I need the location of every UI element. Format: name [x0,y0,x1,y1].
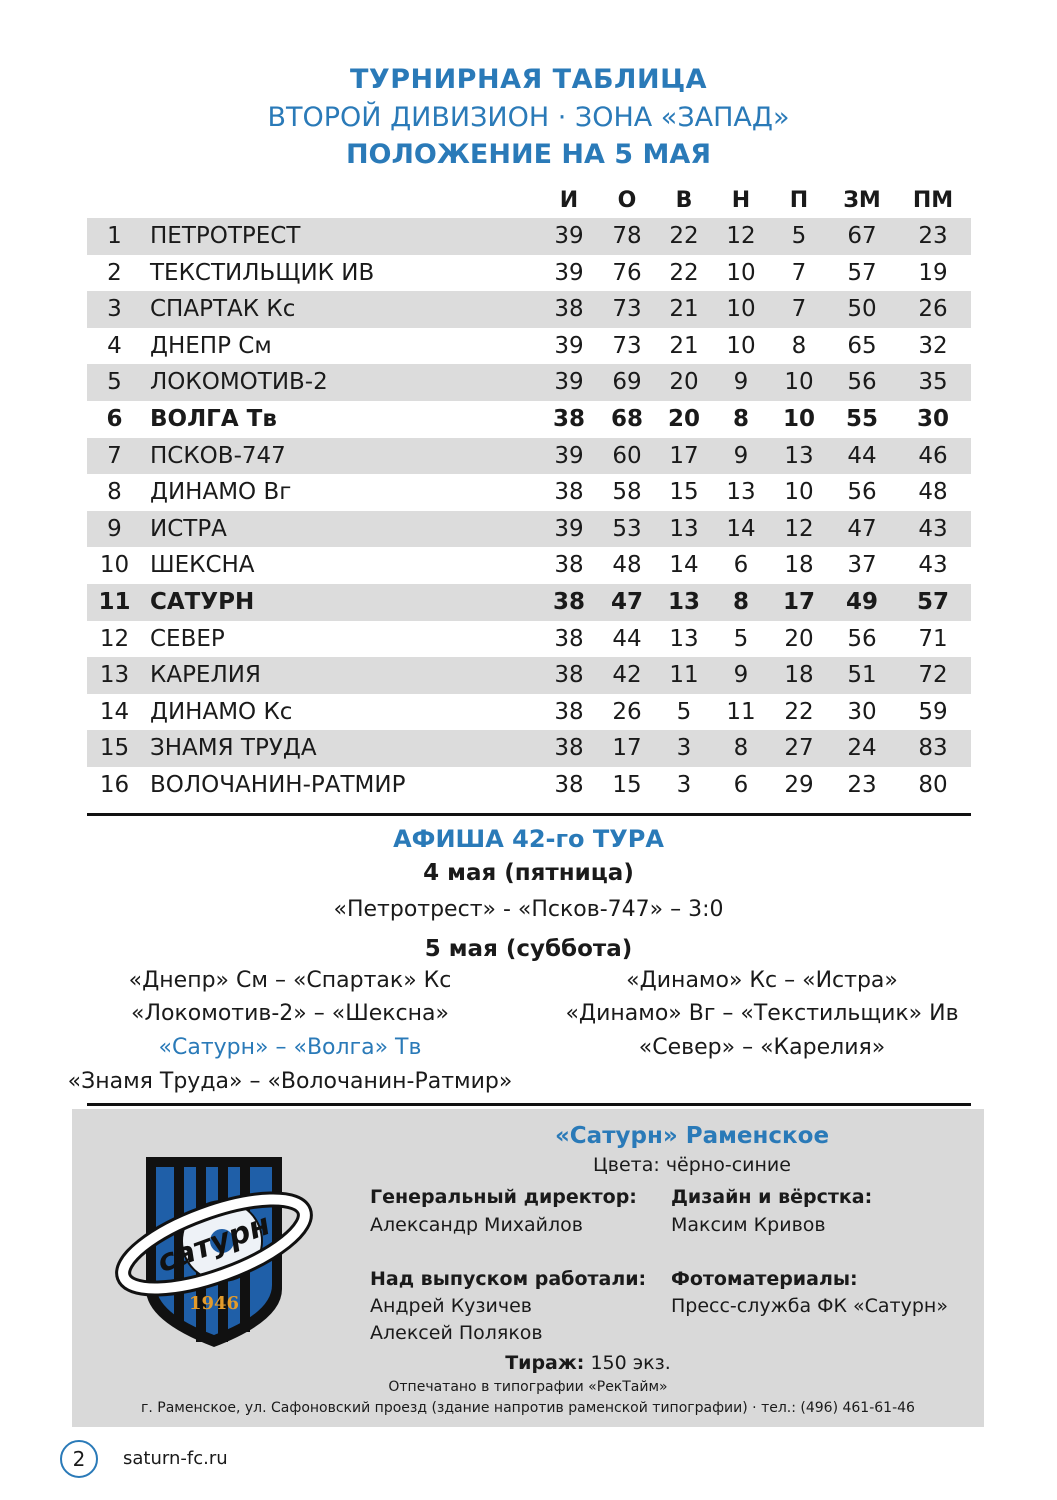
stat-cell: 24 [847,735,877,762]
header-losses: П [789,188,809,213]
stat-cell: 56 [847,625,877,652]
day1-heading: 4 мая (пятница) [423,860,634,886]
stat-cell: 83 [918,735,948,762]
day1-match: «Петротрест» - «Псков-747» – 3:0 [333,897,724,922]
stat-cell: 10 [782,405,815,432]
position-cell: 14 [99,698,130,725]
team-cell: ЛОКОМОТИВ-2 [150,369,328,396]
header-points: О [617,188,637,213]
stat-cell: 13 [784,442,814,469]
stat-cell: 39 [554,442,584,469]
stat-cell: 53 [612,515,642,542]
stat-cell: 32 [918,332,948,359]
stat-cell: 49 [845,588,878,615]
stat-cell: 55 [845,405,878,432]
team-cell: ВОЛОЧАНИН-РАТМИР [150,771,406,798]
table-row [87,694,971,731]
match-right-3: «Север» – «Карелия» [638,1035,886,1060]
table-row [87,547,971,584]
match-left-1: «Днепр» См – «Спартак» Кс [128,968,452,993]
table-row [87,401,971,438]
stat-cell: 10 [726,296,756,323]
stat-cell: 13 [669,515,699,542]
stat-cell: 38 [554,625,584,652]
stat-cell: 3 [676,735,692,762]
position-cell: 12 [99,625,130,652]
match-left-2: «Локомотив-2» – «Шексна» [131,1001,449,1026]
stat-cell: 26 [918,296,948,323]
stat-cell: 48 [918,479,948,506]
position-cell: 16 [99,771,130,798]
design-name: Максим Кривов [671,1214,826,1236]
standings-header [87,184,971,218]
stat-cell: 7 [791,259,807,286]
stat-cell: 5 [676,698,692,725]
match-left-4: «Знамя Труда» – «Волочанин-Ратмир» [67,1069,513,1094]
position-cell: 4 [107,332,122,359]
position-cell: 7 [107,442,122,469]
stat-cell: 6 [733,552,749,579]
circulation-value: 150 экз. [590,1352,671,1374]
stat-cell: 13 [669,625,699,652]
team-cell: ДИНАМО Кс [150,698,293,725]
stat-cell: 23 [847,771,877,798]
printer-line: Отпечатано в типографии «РекТайм» [388,1379,668,1395]
header-wins: В [675,188,693,213]
stat-cell: 20 [669,369,699,396]
stat-cell: 8 [732,588,749,615]
logo-year: 1946 [188,1293,240,1314]
table-row [87,291,971,328]
stat-cell: 11 [669,662,699,689]
logo-wordmark: сатурн [152,1207,275,1281]
stat-cell: 67 [847,223,877,249]
stat-cell: 14 [669,552,699,579]
stat-cell: 39 [554,332,584,359]
stat-cell: 11 [726,698,756,725]
position-cell: 13 [99,662,130,689]
stat-cell: 58 [612,479,642,506]
divider [87,813,971,816]
stat-cell: 12 [726,223,756,249]
stat-cell: 5 [791,223,807,249]
stat-cell: 10 [726,259,756,286]
stat-cell: 6 [733,771,749,798]
stat-cell: 20 [784,625,814,652]
team-cell: ЗНАМЯ ТРУДА [150,735,317,762]
day2-heading: 5 мая (суббота) [424,936,633,962]
table-row [87,218,971,255]
team-cell: КАРЕЛИЯ [150,662,261,689]
team-cell: ДНЕПР См [150,332,272,359]
stat-cell: 18 [784,552,814,579]
stat-cell: 8 [732,405,749,432]
circulation-label: Тираж: [505,1352,585,1374]
match-left-3: «Сатурн» – «Волга» Тв [158,1035,422,1060]
saturn-logo-icon [114,1149,314,1349]
team-cell: ПСКОВ-747 [150,442,286,469]
photo-credit: Пресс-служба ФК «Сатурн» [671,1295,948,1317]
date-subtitle: ПОЛОЖЕНИЕ НА 5 МАЯ [345,139,712,170]
stat-cell: 43 [918,552,948,579]
team-cell: ПЕТРОТРЕСТ [150,223,301,249]
stat-cell: 10 [784,369,814,396]
table-row [87,255,971,292]
photo-label: Фотоматериалы: [671,1268,858,1290]
position-cell: 15 [99,735,130,762]
stat-cell: 35 [918,369,948,396]
imprint-box [72,1109,984,1427]
stat-cell: 14 [726,515,756,542]
stat-cell: 72 [918,662,948,689]
stat-cell: 38 [554,296,584,323]
stat-cell: 10 [784,479,814,506]
stat-cell: 60 [612,442,642,469]
page-number: 2 [60,1440,98,1478]
stat-cell: 44 [612,625,642,652]
stat-cell: 39 [554,515,584,542]
stat-cell: 38 [552,405,585,432]
team-cell: СПАРТАК Кс [150,296,296,323]
stat-cell: 39 [554,369,584,396]
stat-cell: 12 [784,515,814,542]
stat-cell: 44 [847,442,877,469]
stat-cell: 73 [612,296,642,323]
staff-label: Над выпуском работали: [370,1268,647,1290]
table-row [87,584,971,621]
table-row [87,621,971,658]
team-cell: ВОЛГА Тв [150,405,277,432]
position-cell: 6 [106,405,123,432]
stat-cell: 3 [676,771,692,798]
design-label: Дизайн и вёрстка: [671,1186,873,1208]
stat-cell: 17 [669,442,699,469]
stat-cell: 78 [612,223,642,249]
club-name: «Сатурн» Раменское [554,1123,830,1149]
position-cell: 9 [107,515,122,542]
circulation [72,1352,984,1374]
stat-cell: 46 [918,442,948,469]
stat-cell: 51 [847,662,877,689]
stat-cell: 56 [847,479,877,506]
team-cell: САТУРН [150,588,255,615]
position-cell: 2 [107,259,122,286]
stat-cell: 18 [784,662,814,689]
team-cell: ТЕКСТИЛЬЩИК ИВ [150,259,375,286]
table-row [87,438,971,475]
stat-cell: 56 [847,369,877,396]
stat-cell: 47 [847,515,877,542]
position-cell: 3 [107,296,122,323]
stat-cell: 23 [918,223,948,249]
header-games: И [559,188,579,213]
stat-cell: 38 [554,735,584,762]
club-colors: Цвета: чёрно-синие [593,1154,791,1176]
stat-cell: 13 [726,479,756,506]
stat-cell: 7 [791,296,807,323]
stat-cell: 9 [733,442,749,469]
stat-cell: 8 [733,735,749,762]
stat-cell: 38 [554,662,584,689]
stat-cell: 15 [669,479,699,506]
stat-cell: 21 [669,296,699,323]
stat-cell: 22 [784,698,814,725]
stat-cell: 26 [612,698,642,725]
table-title: ТУРНИРНАЯ ТАБЛИЦА [349,64,708,95]
division-subtitle: ВТОРОЙ ДИВИЗИОН · ЗОНА «ЗАПАД» [267,102,790,133]
header-draws: Н [731,188,751,213]
stat-cell: 50 [847,296,877,323]
stat-cell: 38 [554,479,584,506]
stat-cell: 20 [667,405,700,432]
stat-cell: 69 [612,369,642,396]
staff-name-1: Андрей Кузичев [370,1295,532,1317]
stat-cell: 19 [918,259,948,286]
stat-cell: 68 [610,405,643,432]
stat-cell: 59 [918,698,948,725]
stat-cell: 47 [610,588,643,615]
table-row [87,657,971,694]
stat-cell: 80 [918,771,948,798]
position-cell: 11 [98,588,131,615]
stat-cell: 57 [916,588,949,615]
table-row [87,364,971,401]
stat-cell: 65 [847,332,877,359]
stat-cell: 29 [784,771,814,798]
match-right-1: «Динамо» Кс – «Истра» [626,968,898,993]
stat-cell: 38 [552,588,585,615]
divider [87,1103,971,1106]
position-cell: 1 [107,223,122,249]
stat-cell: 30 [847,698,877,725]
afisha-title: АФИША 42-го ТУРА [393,825,664,853]
stat-cell: 17 [782,588,815,615]
stat-cell: 5 [733,625,749,652]
stat-cell: 38 [554,552,584,579]
stat-cell: 38 [554,698,584,725]
stat-cell: 42 [612,662,642,689]
table-row [87,767,971,804]
stat-cell: 43 [918,515,948,542]
stat-cell: 57 [847,259,877,286]
team-cell: ИСТРА [150,515,227,542]
stat-cell: 37 [847,552,877,579]
site-link[interactable]: saturn-fc.ru [123,1448,228,1469]
standings-table [87,184,971,804]
stat-cell: 22 [669,223,699,249]
stat-cell: 27 [784,735,814,762]
team-cell: СЕВЕР [150,625,225,652]
table-row [87,511,971,548]
stat-cell: 39 [554,223,584,249]
stat-cell: 8 [791,332,807,359]
staff-name-2: Алексей Поляков [370,1322,543,1344]
stat-cell: 30 [916,405,949,432]
stat-cell: 15 [612,771,642,798]
team-cell: ДИНАМО Вг [150,479,292,506]
stat-cell: 10 [726,332,756,359]
position-cell: 8 [107,479,122,506]
stat-cell: 71 [918,625,948,652]
team-cell: ШЕКСНА [150,552,255,579]
address-line: г. Раменское, ул. Сафоновский проезд (здание напротив раменской типографии) · тел.: (496) 461-61-46 [141,1400,915,1416]
stat-cell: 22 [669,259,699,286]
table-row [87,474,971,511]
stat-cell: 21 [669,332,699,359]
stat-cell: 73 [612,332,642,359]
table-row [87,328,971,365]
stat-cell: 38 [554,771,584,798]
stat-cell: 48 [612,552,642,579]
position-cell: 10 [99,552,130,579]
stat-cell: 17 [612,735,642,762]
stat-cell: 9 [733,662,749,689]
stat-cell: 39 [554,259,584,286]
match-right-2: «Динамо» Вг – «Текстильщик» Ив [565,1001,959,1026]
table-row [87,730,971,767]
gd-label: Генеральный директор: [370,1186,637,1208]
gd-name: Александр Михайлов [370,1214,583,1236]
header-goals-for: ЗМ [843,188,881,213]
stat-cell: 9 [733,369,749,396]
header-goals-against: ПМ [912,188,954,213]
stat-cell: 13 [667,588,700,615]
stat-cell: 76 [612,259,642,286]
position-cell: 5 [107,369,122,396]
